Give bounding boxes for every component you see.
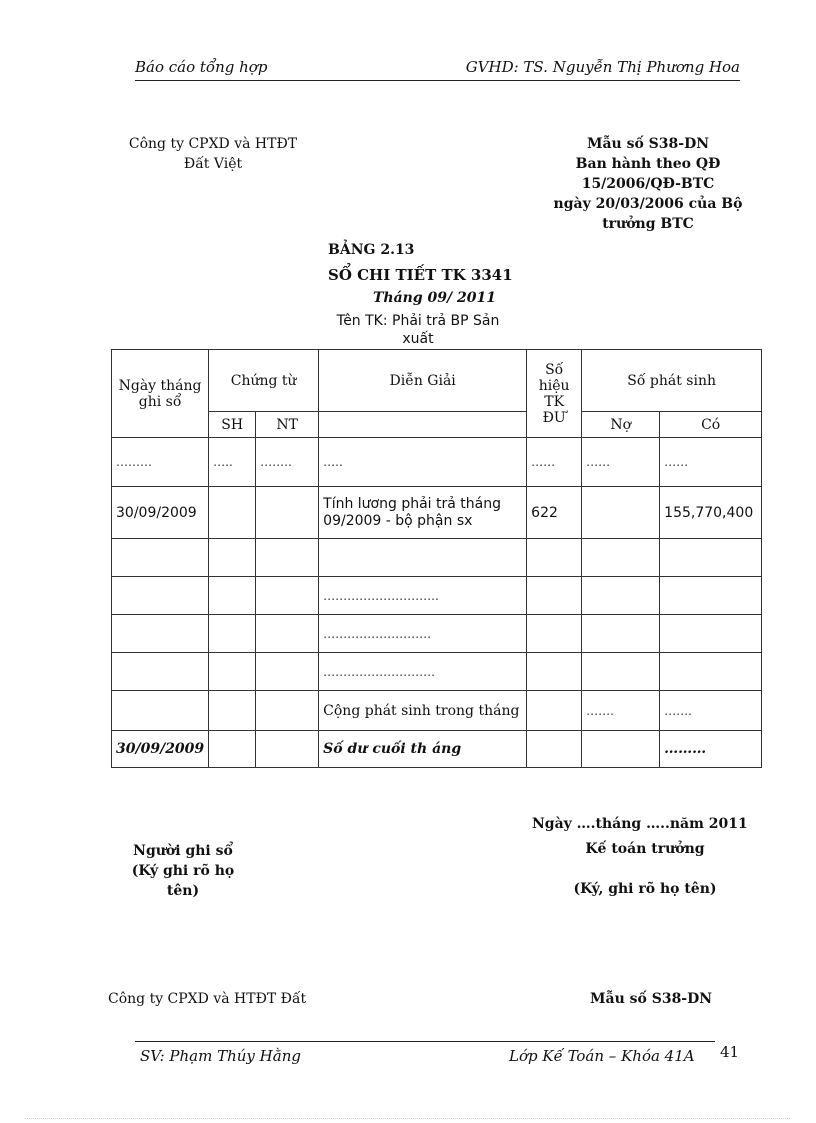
table-row: 30/09/2009 Tính lương phải trả tháng 09/2009 - bộ phận sx 622 155,770,400 [112, 487, 762, 539]
table-row: ……………………….. [112, 577, 762, 615]
col-voucher-header: Chứng từ [209, 350, 319, 412]
recorder-signature: Người ghi sổ (Ký ghi rõ họ tên) [131, 843, 235, 899]
repeat-form: Mẫu số S38-DN [590, 991, 713, 1007]
company-line2: Đất Việt [183, 156, 243, 172]
footer-class: Lớp Kế Toán – Khóa 41A [509, 1047, 695, 1065]
table-row: ……… ….. …….. ….. …… …… …… [112, 438, 762, 487]
footer-student: SV: Phạm Thúy Hằng [140, 1047, 301, 1065]
form-block [538, 134, 758, 234]
company-block [118, 134, 308, 174]
col-acct-header: Số hiệu TK ĐƯ [527, 350, 582, 438]
header-left: Báo cáo tổng hợp [135, 58, 268, 76]
company-line1: Công ty CPXD và HTĐT [128, 136, 298, 152]
form-line2: Ban hành theo QĐ [575, 156, 721, 172]
col-credit-header: Có [660, 412, 762, 438]
table-number: BẢNG 2.13 [328, 242, 415, 258]
table-row: ……………………… [112, 615, 762, 653]
page-header [135, 58, 740, 81]
footer-rule [135, 1041, 715, 1042]
col-debit-header: Nợ [582, 412, 660, 438]
page-number: 41 [720, 1043, 740, 1061]
repeat-company: Công ty CPXD và HTĐT Đất [108, 991, 307, 1007]
table-subheader-row [112, 412, 762, 438]
table-header-row [112, 350, 762, 412]
form-line4: ngày 20/03/2006 của Bộ [553, 196, 743, 212]
page-bottom-border [25, 1118, 790, 1119]
table-row [112, 539, 762, 577]
table-row: ………………………. [112, 653, 762, 691]
account-name: Tên TK: Phải trả BP Sản xuất [336, 313, 500, 347]
form-line5: trưởng BTC [602, 216, 694, 232]
header-right: GVHD: TS. Nguyễn Thị Phương Hoa [465, 58, 740, 76]
col-nt-header: NT [256, 412, 319, 438]
table-title: SỔ CHI TIẾT TK 3341 [328, 266, 513, 284]
table-row: Cộng phát sinh trong tháng ……. ……. [112, 691, 762, 731]
date-line: Ngày ….tháng …..năm 2011 [532, 816, 748, 832]
col-sh-header: SH [209, 412, 256, 438]
col-desc-header: Diễn Giải [319, 350, 527, 412]
ledger-table [111, 349, 762, 768]
chief-accountant-note: (Ký, ghi rõ họ tên) [573, 881, 717, 897]
period: Tháng 09/ 2011 [373, 290, 496, 306]
col-amount-header: Số phát sinh [582, 350, 762, 412]
table-row-closing-balance: 30/09/2009 Số dư cuối th áng ……… [112, 731, 762, 768]
chief-accountant-title: Kế toán trưởng [585, 841, 705, 857]
form-line1: Mẫu số S38-DN [586, 136, 710, 152]
col-date-header: Ngày tháng ghi sổ [112, 350, 209, 438]
form-line3: 15/2006/QĐ-BTC [581, 176, 715, 192]
